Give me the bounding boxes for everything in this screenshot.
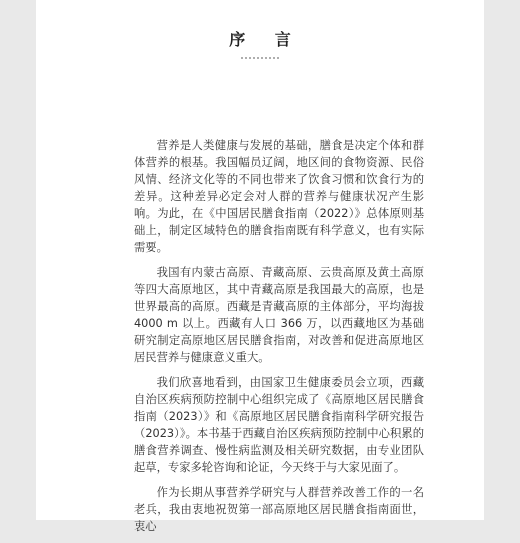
paragraph-1: 营养是人类健康与发展的基础，膳食是决定个体和群体营养的根基。我国幅员辽阔，地区间的食物资源、民俗风情、经济文化等的不同也带来了饮食习惯和饮食行为的差异。这种差异必定会对人群的营养与健康状况产生影响。为此，在《中国居民膳食指南（2022）》总体原则基础上，制定区域特色的膳食指南既有科学意义，也有实际需要。 — [134, 139, 424, 254]
document-page — [36, 0, 484, 533]
page-title: 序 言 — [229, 30, 303, 49]
paragraph-2: 我国有内蒙古高原、青藏高原、云贵高原及黄土高原等四大高原地区，其中青藏高原是我国最大的高原，也是世界最高的高原。西藏是青藏高原的主体部分，平均海拔 4000 m 以上。西藏有人口 366 万，以西藏地区为基础研究制定高原地区居民膳食指南，对改善和促进高原地区居民营养与健康意义重大。 — [134, 266, 424, 364]
preface-body — [134, 137, 424, 543]
paragraph-4: 作为长期从事营养学研究与人群营养改善工作的一名老兵，我由衷地祝贺第一部高原地区居民膳食指南面世，衷心 — [134, 486, 424, 533]
paragraph-3: 我们欣喜地看到，由国家卫生健康委员会立项，西藏自治区疾病预防控制中心组织完成了《高原地区居民膳食指南（2023）》和《高原地区居民膳食指南科学研究报告（2023）》。本书基于西藏自治区疾病预防控制中心积累的膳食营养调查、慢性病监测及相关研究数据，由专业团队起草，专家多轮咨询和论证，今天终于与大家见面了。 — [134, 376, 424, 474]
title-dotted-underline — [240, 56, 280, 60]
